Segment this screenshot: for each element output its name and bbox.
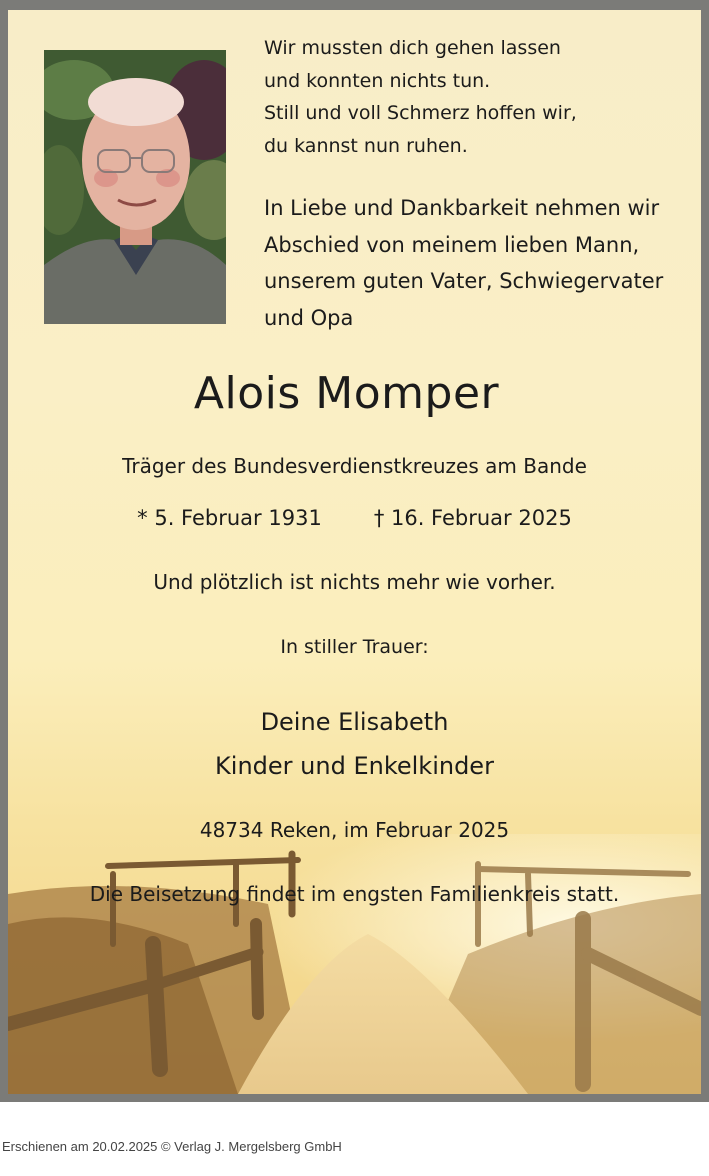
farewell-line: Abschied von meinem lieben Mann, <box>264 232 640 257</box>
farewell-paragraph <box>264 190 694 336</box>
poem-line: du kannst nun ruhen. <box>264 134 468 157</box>
deceased-name: Alois Momper <box>193 368 500 419</box>
beach-path-illustration <box>8 834 701 1094</box>
honor-title: Träger des Bundesverdienstkreuzes am Bande <box>122 454 587 478</box>
birth-date: * 5. Februar 1931 <box>137 506 322 530</box>
mourners-list <box>8 700 701 788</box>
farewell-line: In Liebe und Dankbarkeit nehmen wir <box>264 196 660 220</box>
memorial-quote: Und plötzlich ist nichts mehr wie vorher. <box>153 570 556 594</box>
life-dates <box>8 506 701 530</box>
publication-footer: Erschienen am 20.02.2025 © Verlag J. Mergelsberg GmbH <box>2 1139 342 1154</box>
place-and-date: 48734 Reken, im Februar 2025 <box>199 818 510 842</box>
mourner-entry: Kinder und Enkelkinder <box>215 752 494 780</box>
farewell-line: und Opa <box>264 305 354 330</box>
farewell-line: unserem guten Vater, Schwiegervater <box>264 269 664 293</box>
poem-verse <box>264 32 694 162</box>
mourner-entry: Deine Elisabeth <box>260 708 449 736</box>
death-date: † 16. Februar 2025 <box>373 506 572 530</box>
funeral-note: Die Beisetzung findet im engsten Familienkreis statt. <box>89 882 620 906</box>
poem-line: Still und voll Schmerz hoffen wir, <box>264 102 577 124</box>
portrait-photo <box>44 50 226 324</box>
poem-line: und konnten nichts tun. <box>264 69 491 92</box>
poem-line: Wir mussten dich gehen lassen <box>264 37 561 59</box>
mourning-label: In stiller Trauer: <box>280 636 429 658</box>
